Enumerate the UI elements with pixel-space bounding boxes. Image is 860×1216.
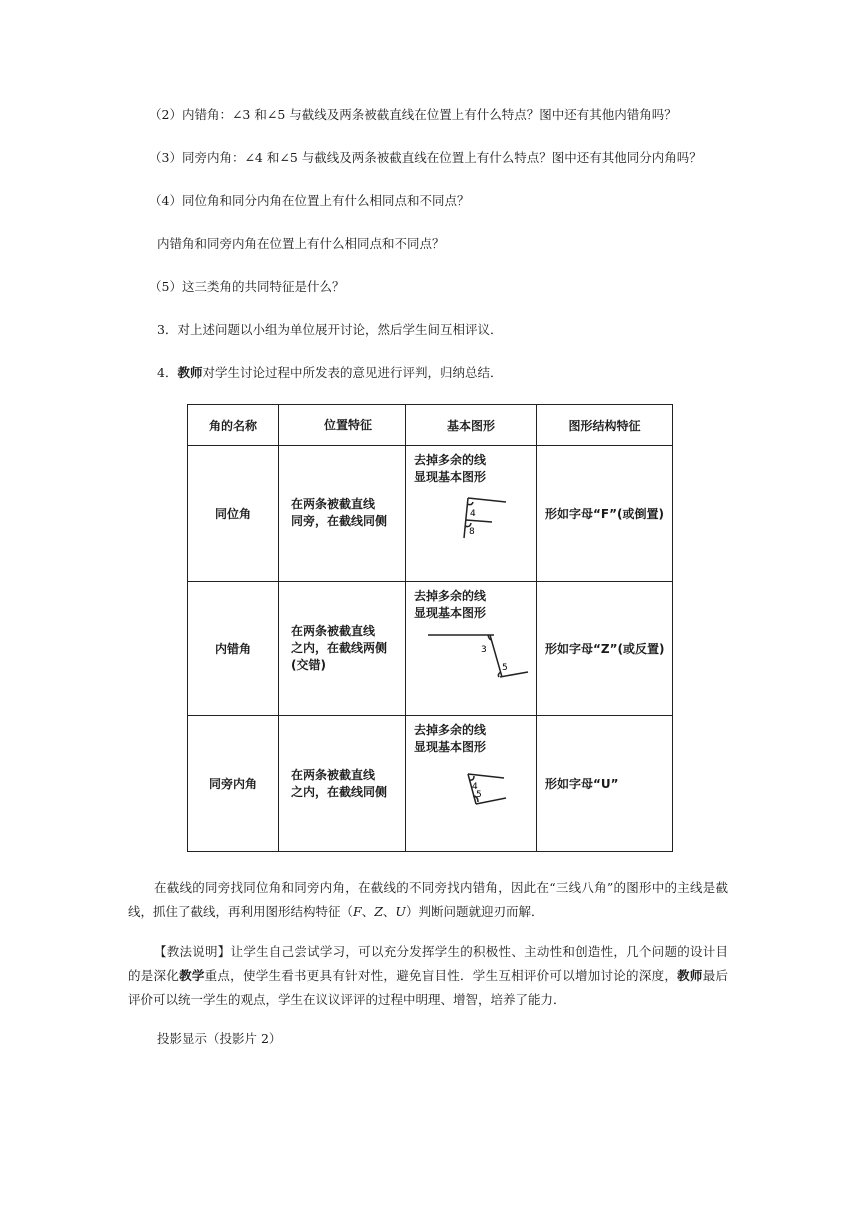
teaching-method-paragraph: 【教法说明】让学生自己尝试学习，可以充分发挥学生的积极性、主动性和创造性，几个问题的设计目的是深化教学重点，使学生看书更具有针对性，避免盲目性．学生互相评价可以增加讨论的深度，教师最后评价可以统一学生的观点，学生在议议评评的过程中明理、增智，培养了能力． bbox=[128, 944, 728, 1007]
table-row bbox=[188, 446, 673, 582]
row-figure: 3 5 去掉多余的线 显现基本图形 bbox=[406, 581, 537, 716]
table-row bbox=[188, 581, 673, 716]
question-4: （4）同位角和同分内角在位置上有什么相同点和不同点？ bbox=[149, 193, 470, 208]
row-position: 在两条被截直线 同旁，在截线同侧 bbox=[279, 446, 406, 582]
table-header-row bbox=[188, 405, 673, 446]
angle-label: 5 bbox=[476, 790, 482, 801]
row-figure: 去掉多余的线 显现基本图形 4 8 bbox=[406, 446, 537, 582]
question-5: （5）这三类角的共同特征是什么？ bbox=[149, 279, 345, 294]
header-basic-figure: 基本图形 bbox=[406, 405, 537, 446]
table-row bbox=[188, 716, 673, 852]
projection-note: 投影显示（投影片 2） bbox=[157, 1031, 282, 1046]
header-structure: 图形结构特征 bbox=[537, 405, 673, 446]
summary-paragraph: 在截线的同旁找同位角和同旁内角，在截线的不同旁找内错角，因此在“三线八角”的图形中的主线是截线，抓住了截线，再利用图形结构特征（F、Z、U）判断问题就迎刃而解． bbox=[128, 880, 728, 919]
row-position: 在两条被截直线 之内，在截线同侧 bbox=[279, 716, 406, 852]
step-4-bold: 教师 bbox=[177, 365, 203, 380]
angle-label: 5 bbox=[502, 662, 508, 673]
row-position: 在两条被截直线 之内，在截线两侧 (交错) bbox=[279, 581, 406, 716]
angle-comparison-table bbox=[187, 404, 673, 852]
step-4-text: 对学生讨论过程中所发表的意见进行评判，归纳总结． bbox=[202, 365, 503, 380]
question-4-continued: 内错角和同旁内角在位置上有什么相同点和不同点？ bbox=[157, 236, 445, 251]
row-name: 同旁内角 bbox=[188, 716, 279, 852]
angle-label: 8 bbox=[469, 527, 475, 538]
step-3: 3．对上述问题以小组为单位展开讨论，然后学生间互相评议． bbox=[157, 322, 503, 337]
question-3: （3）同旁内角：∠4 和∠5 与截线及两条被截直线在位置上有什么特点？图中还有其他同分内角吗？ bbox=[149, 150, 702, 165]
header-position: 位置特征 bbox=[279, 405, 406, 446]
row-structure: 形如字母“U” bbox=[537, 716, 673, 852]
angle-label: 3 bbox=[481, 644, 487, 655]
row-structure: 形如字母“Z”(或反置) bbox=[537, 581, 673, 716]
row-structure: 形如字母“F”(或倒置) bbox=[537, 446, 673, 582]
header-angle-name: 角的名称 bbox=[188, 405, 279, 446]
row-name: 同位角 bbox=[188, 446, 279, 582]
row-name: 内错角 bbox=[188, 581, 279, 716]
co-interior-angles-figure bbox=[406, 716, 536, 851]
angle-label: 4 bbox=[472, 782, 478, 793]
row-figure: 去掉多余的线 显现基本图形 4 5 bbox=[406, 716, 537, 852]
angle-label: 4 bbox=[470, 509, 476, 520]
question-2: （2）内错角：∠3 和∠5 与截线及两条被截直线在位置上有什么特点？图中还有其他内错角吗？ bbox=[149, 107, 677, 122]
step-4: 4．教师对学生讨论过程中所发表的意见进行评判，归纳总结． bbox=[157, 365, 503, 380]
corresponding-angles-figure bbox=[406, 446, 536, 581]
